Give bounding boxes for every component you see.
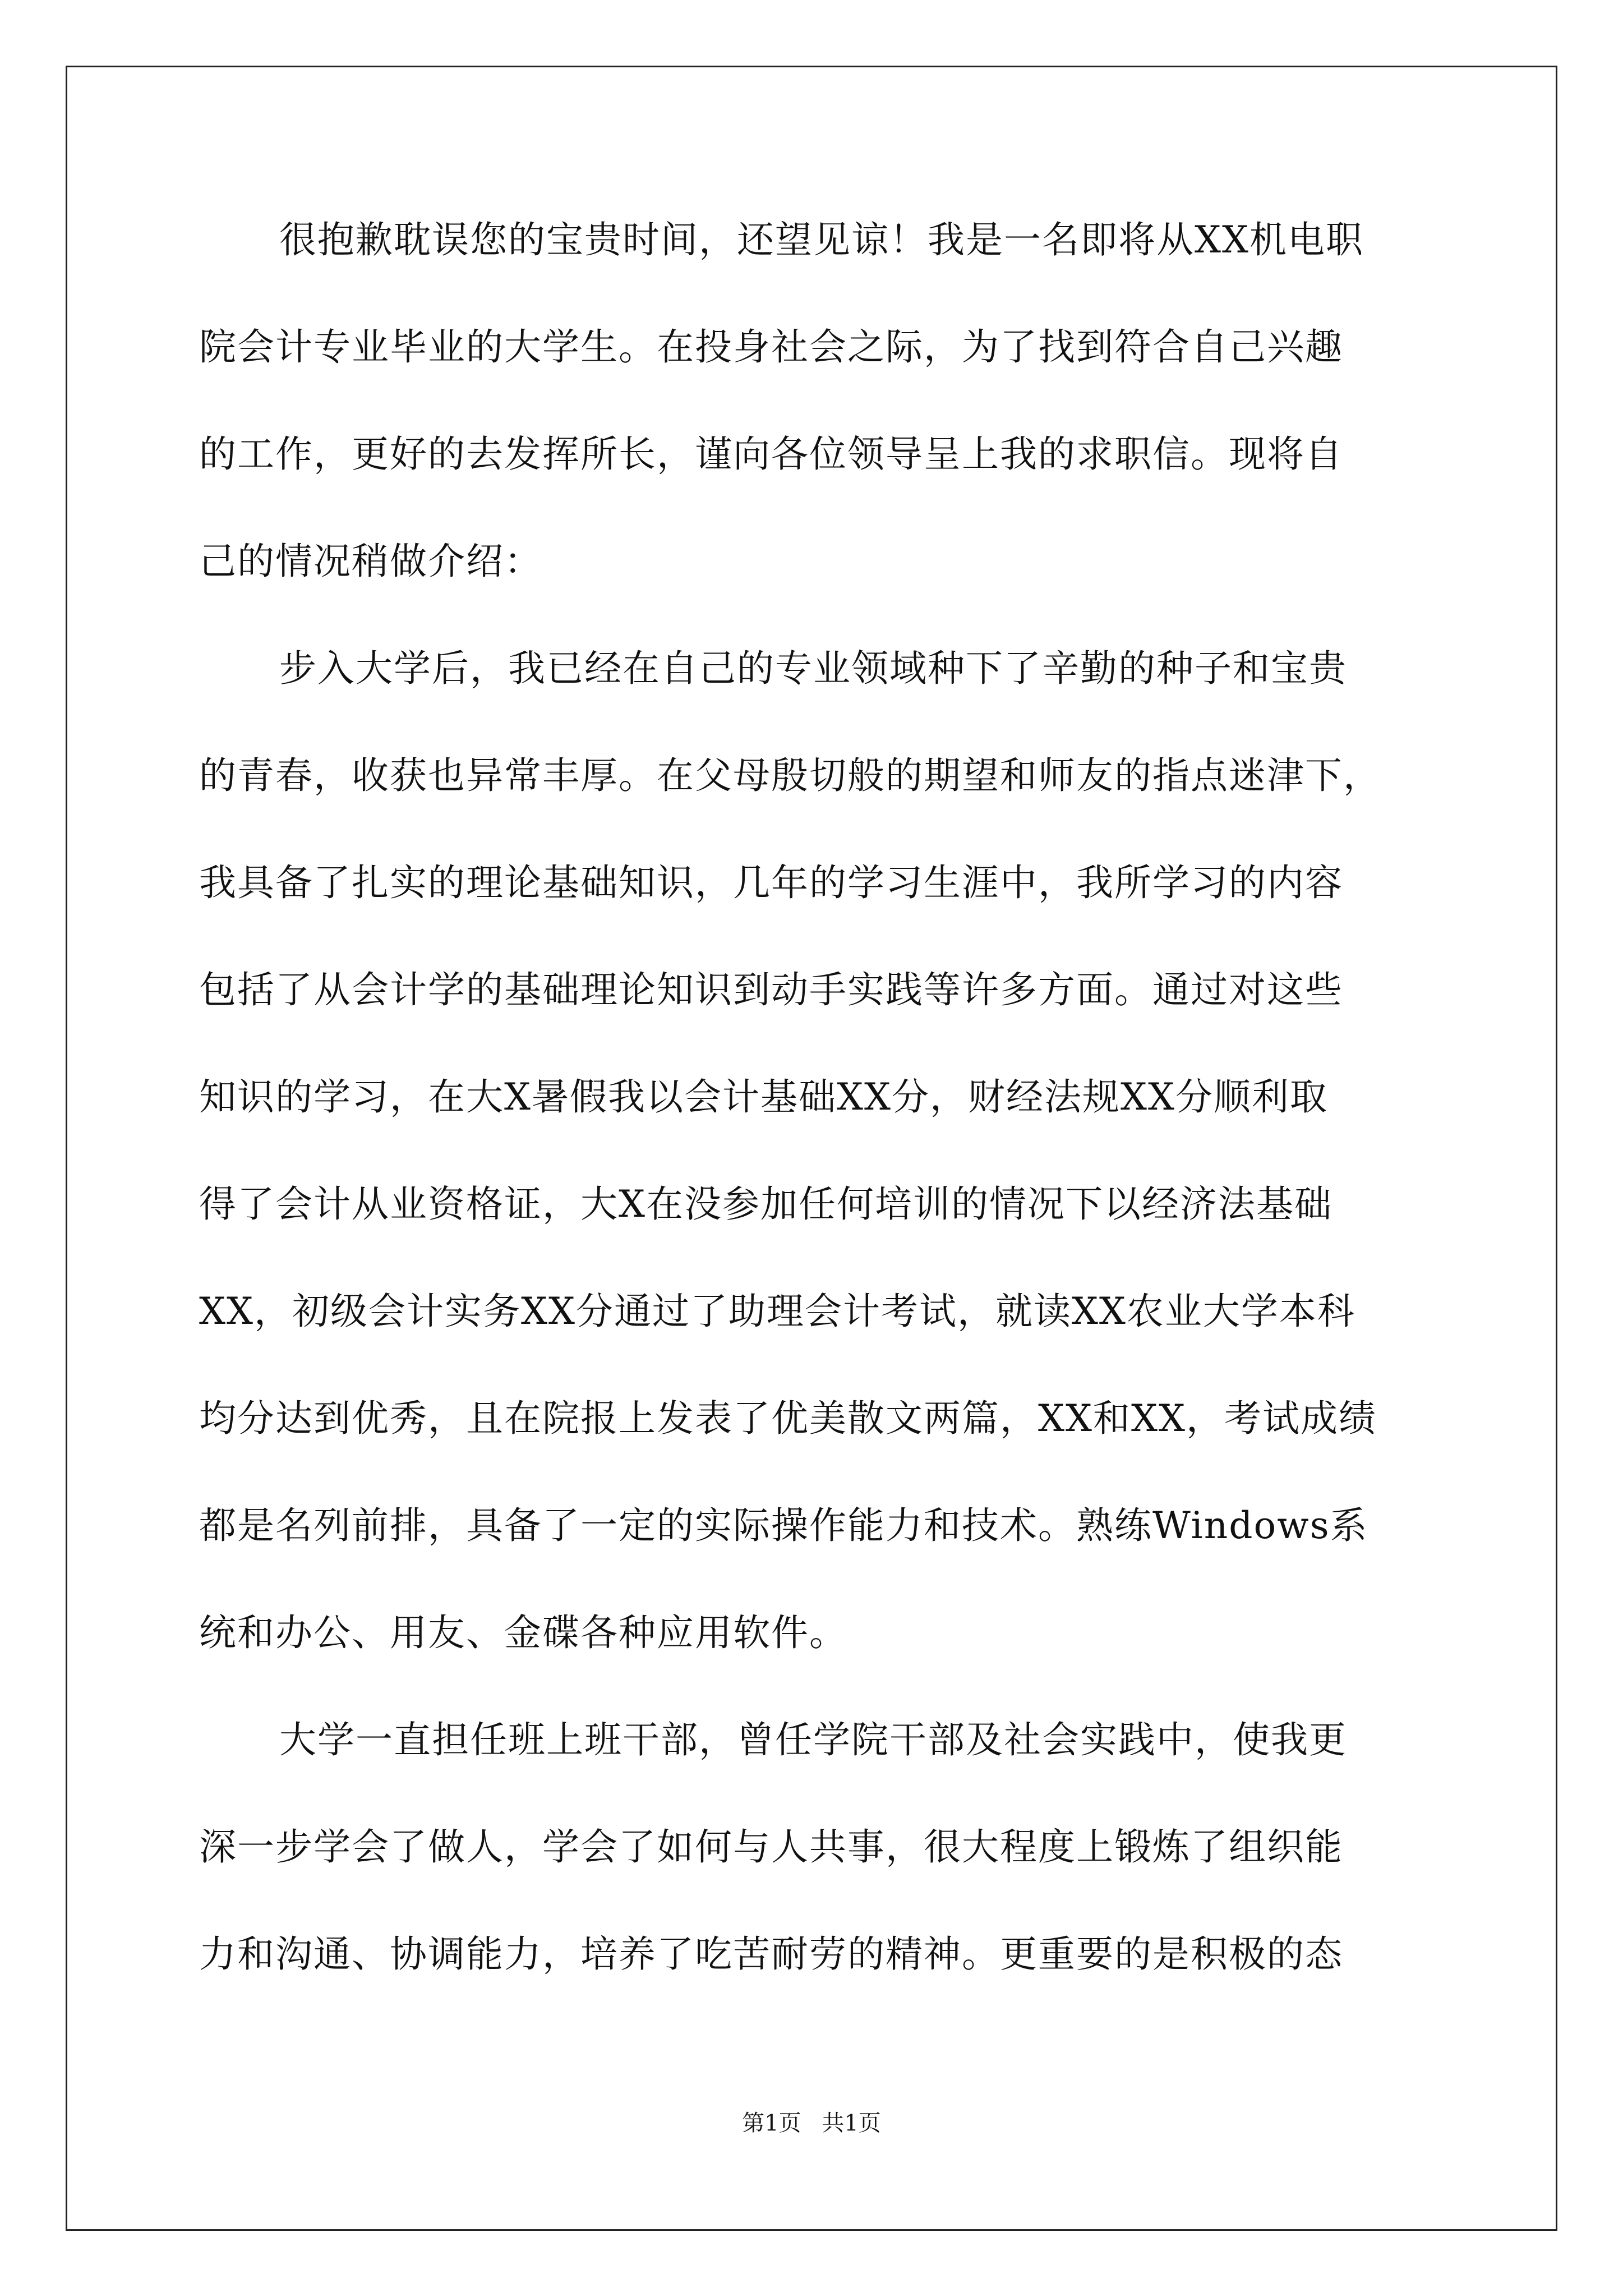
text-line: 院会计专业毕业的大学生。在投身社会之际，为了找到符合自己兴趣 <box>199 325 1343 369</box>
text-line: 都是名列前排，具备了一定的实际操作能力和技术。熟练Windows系 <box>199 1504 1368 1547</box>
text-line: 步入大学后，我已经在自己的专业领域种下了辛勤的种子和宝贵 <box>279 647 1347 690</box>
text-line: 得了会计从业资格证，大X在没参加任何培训的情况下以经济法基础 <box>199 1182 1332 1226</box>
text-line: 大学一直担任班上班干部，曾任学院干部及社会实践中，使我更 <box>279 1718 1347 1761</box>
text-line: 的工作，更好的去发挥所长，谨向各位领导呈上我的求职信。现将自 <box>199 432 1343 476</box>
text-line: XX，初级会计实务XX分通过了助理会计考试，就读XX农业大学本科 <box>199 1290 1355 1333</box>
text-line: 我具备了扎实的理论基础知识，几年的学习生涯中，我所学习的内容 <box>199 861 1343 904</box>
text-line: 己的情况稍做介绍： <box>199 540 542 583</box>
text-line: 的青春，收获也异常丰厚。在父母殷切般的期望和师友的指点迷津下， <box>199 754 1381 797</box>
letter-body <box>199 218 1433 2043</box>
text-line: 均分达到优秀，且在院报上发表了优美散文两篇，XX和XX，考试成绩 <box>199 1397 1377 1440</box>
text-line: 很抱歉耽误您的宝贵时间，还望见谅！我是一名即将从XX机电职 <box>279 218 1364 261</box>
text-line: 力和沟通、协调能力，培养了吃苦耐劳的精神。更重要的是积极的态 <box>199 1932 1343 1976</box>
page-number-total: 共1页 <box>822 2110 881 2136</box>
page-footer <box>0 2112 1623 2134</box>
text-line: 知识的学习，在大X暑假我以会计基础XX分，财经法规XX分顺利取 <box>199 1075 1328 1119</box>
text-line: 包括了从会计学的基础理论知识到动手实践等许多方面。通过对这些 <box>199 968 1343 1011</box>
text-line: 深一步学会了做人，学会了如何与人共事，很大程度上锻炼了组织能 <box>199 1825 1343 1869</box>
page-number-current: 第1页 <box>742 2110 801 2136</box>
text-line: 统和办公、用友、金碟各种应用软件。 <box>199 1611 847 1654</box>
